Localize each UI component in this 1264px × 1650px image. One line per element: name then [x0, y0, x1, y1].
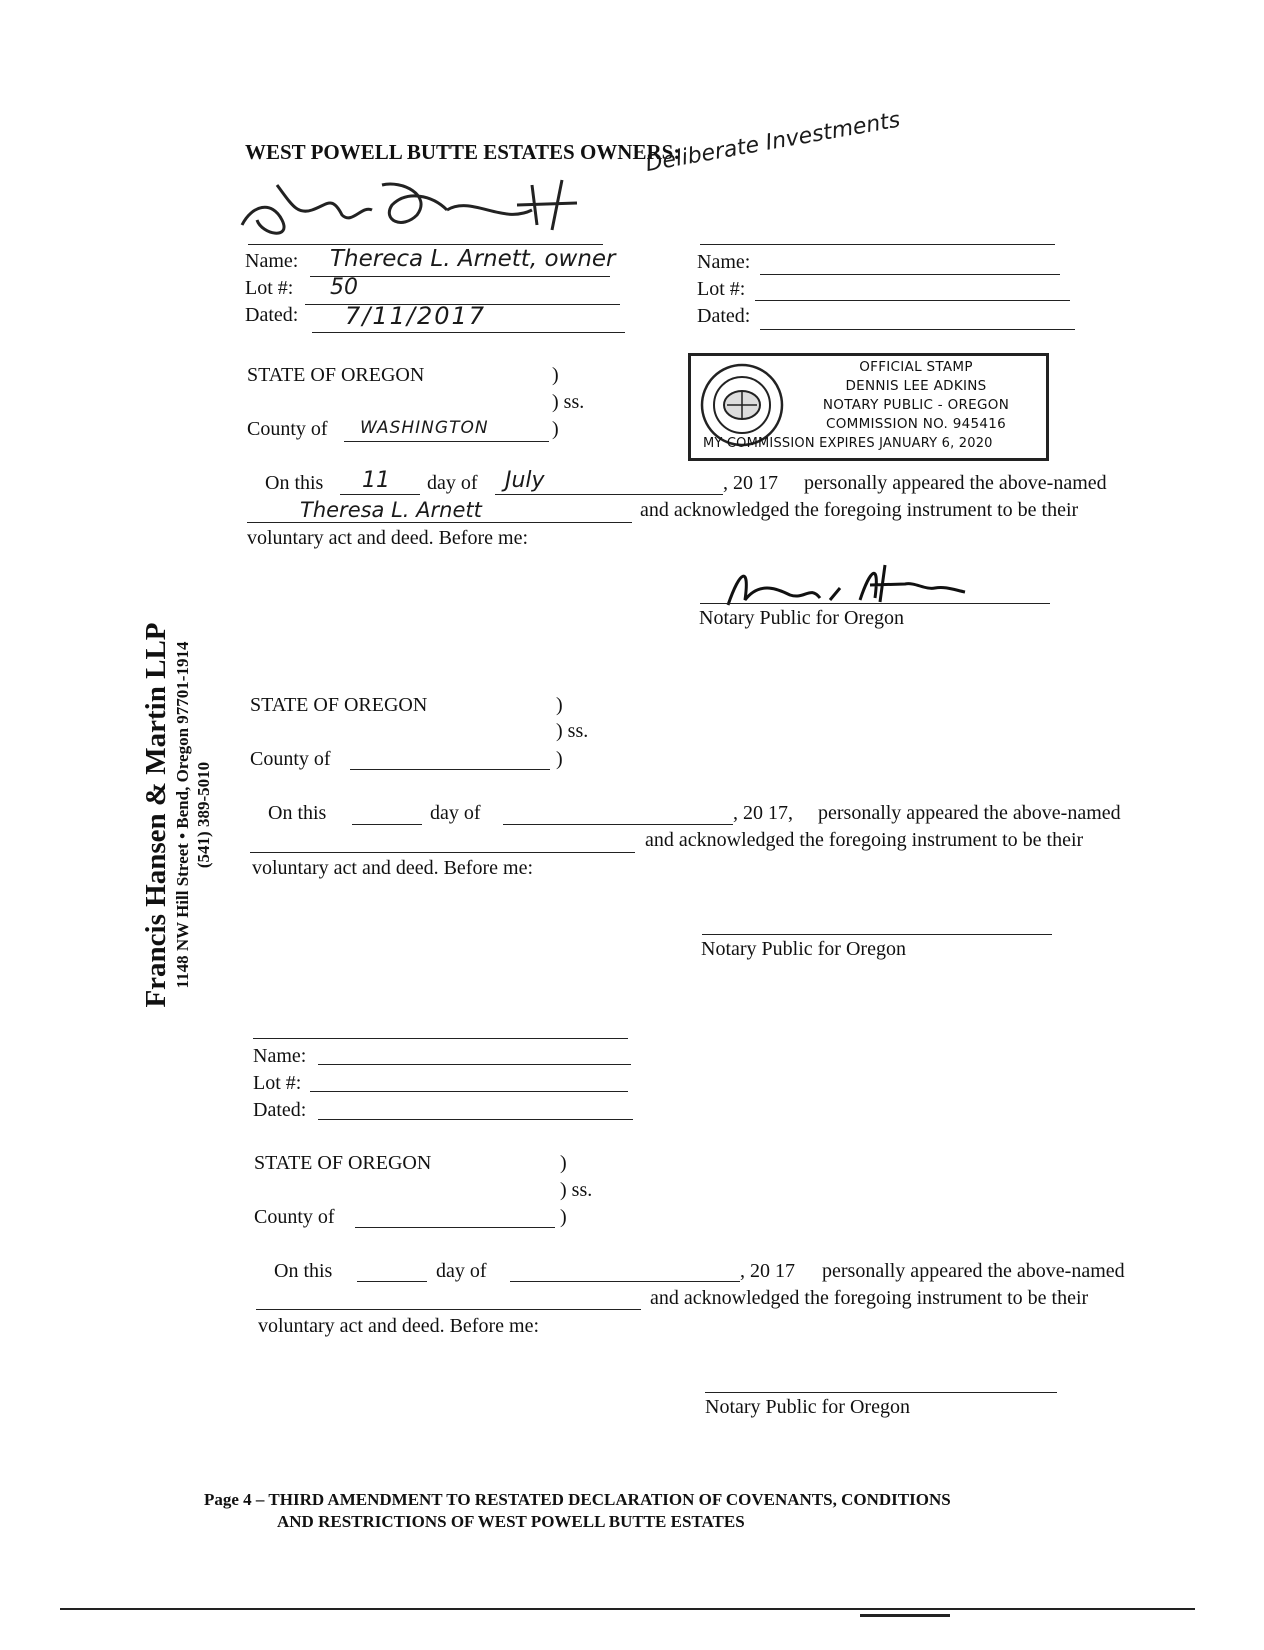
dated-line-2 [760, 329, 1075, 330]
county-line [344, 441, 549, 442]
year-suffix-2: 17 [768, 802, 788, 824]
paren: ) [556, 748, 563, 770]
page-number: Page 4 – [204, 1490, 265, 1509]
name-line-2 [760, 274, 1060, 275]
footer-title1: THIRD AMENDMENT TO RESTATED DECLARATION OF COVENANTS, CONDITIONS [268, 1490, 951, 1509]
year-label-2: 20 [743, 802, 763, 824]
state-label-3: STATE OF OREGON [254, 1152, 432, 1174]
person-line-2 [250, 852, 635, 853]
dated-line [312, 332, 625, 333]
state-label-2: STATE OF OREGON [250, 694, 428, 716]
paren: ) [560, 1152, 567, 1174]
person-line-3 [256, 1309, 641, 1310]
year-prefix-3: , 20 17 [740, 1260, 795, 1282]
law-firm-sidebar [140, 585, 214, 1045]
lot-label: Lot #: [245, 277, 294, 299]
lot-value: 50 [330, 275, 358, 300]
day-line-3 [357, 1281, 427, 1282]
month-line-3 [510, 1281, 740, 1282]
voluntary-text: voluntary act and deed. Before me: [247, 527, 528, 549]
ss-label-3: ) ss. [560, 1179, 593, 1201]
signature-line-2 [700, 244, 1055, 245]
acknowledged-text-2: and acknowledged the foregoing instrument to be their [645, 829, 1084, 851]
notary-label: Notary Public for Oregon [699, 607, 904, 629]
notary-line-2 [702, 934, 1052, 935]
dated-value: 7/11/2017 [345, 302, 487, 330]
signature-line-3 [253, 1038, 628, 1039]
person-line [247, 522, 632, 523]
entity-annotation: Deliberate Investments [643, 107, 903, 177]
name-label-3: Name: [253, 1045, 307, 1067]
dated-label-3: Dated: [253, 1099, 307, 1121]
stamp-line2: DENNIS LEE ADKINS [845, 378, 987, 394]
dated-line-3 [318, 1119, 633, 1120]
scan-mark [860, 1614, 950, 1617]
county-label-2: County of [250, 748, 331, 770]
voluntary-text-2: voluntary act and deed. Before me: [252, 857, 533, 879]
notary-line [700, 603, 1050, 604]
appeared-text: personally appeared the above-named [804, 472, 1107, 494]
lot-line-2 [755, 300, 1070, 301]
stamp-line4: COMMISSION NO. 945416 [825, 416, 1007, 432]
month-line [495, 494, 723, 495]
year-label: 20 [733, 472, 753, 494]
name-line-3 [318, 1064, 631, 1065]
stamp-line3: NOTARY PUBLIC - OREGON [822, 397, 1010, 413]
on-this-2: On this [268, 802, 327, 824]
acknowledged-text: and acknowledged the foregoing instrument to be their [640, 499, 1079, 521]
notary-stamp [688, 353, 1049, 461]
footer-line1 [204, 1490, 951, 1510]
county-line-2 [350, 769, 550, 770]
day-of-2: day of [430, 802, 481, 824]
notary-label-2: Notary Public for Oregon [701, 938, 906, 960]
year-prefix: , 20 17 [723, 472, 778, 494]
year-suffix-3: 17 [775, 1260, 795, 1282]
day-of: day of [427, 472, 478, 494]
signature-line [248, 244, 603, 245]
month-value: July [505, 468, 545, 493]
voluntary-text-3: voluntary act and deed. Before me: [258, 1315, 539, 1337]
county-label: County of [247, 418, 328, 440]
name-label: Name: [245, 250, 299, 272]
dated-label: Dated: [245, 304, 299, 326]
person-value: Theresa L. Arnett [300, 498, 482, 522]
year-suffix: 17 [758, 472, 778, 494]
name-label-2: Name: [697, 251, 751, 273]
lot-label-3: Lot #: [253, 1072, 302, 1094]
on-this-3: On this [274, 1260, 333, 1282]
firm-name: Francis Hansen & Martin LLP [140, 622, 172, 1008]
lot-line-3 [310, 1091, 628, 1092]
stamp-line1: OFFICIAL STAMP [859, 359, 973, 375]
paren: ) [552, 418, 559, 440]
owner-signature [232, 165, 632, 245]
year-label-3: 20 [750, 1260, 770, 1282]
month-line-2 [503, 824, 733, 825]
ss-label: ) ss. [552, 391, 585, 413]
day-line-2 [352, 824, 422, 825]
day-line [340, 494, 420, 495]
acknowledged-text-3: and acknowledged the foregoing instrument to be their [650, 1287, 1089, 1309]
state-label: STATE OF OREGON [247, 364, 425, 386]
year-prefix-2: , 20 17, [733, 802, 793, 824]
county-line-3 [355, 1227, 555, 1228]
on-this: On this [265, 472, 324, 494]
notary-line-3 [705, 1392, 1057, 1393]
day-value: 11 [362, 468, 390, 493]
name-value: Thereca L. Arnett, owner [330, 246, 616, 272]
notary-label-3: Notary Public for Oregon [705, 1396, 910, 1418]
county-value: WASHINGTON [360, 418, 489, 438]
lot-label-2: Lot #: [697, 278, 746, 300]
dated-label-2: Dated: [697, 305, 751, 327]
stamp-line5: MY COMMISSION EXPIRES JANUARY 6, 2020 [703, 436, 993, 451]
paren: ) [560, 1206, 567, 1228]
document-heading: WEST POWELL BUTTE ESTATES OWNERS: [245, 140, 681, 164]
paren: ) [552, 364, 559, 386]
firm-phone: (541) 389-5010 [194, 761, 213, 869]
appeared-text-2: personally appeared the above-named [818, 802, 1121, 824]
appeared-text-3: personally appeared the above-named [822, 1260, 1125, 1282]
bottom-rule [60, 1608, 1195, 1610]
ss-label-2: ) ss. [556, 720, 589, 742]
footer-line2: AND RESTRICTIONS OF WEST POWELL BUTTE ESTATES [277, 1512, 745, 1531]
paren: ) [556, 694, 563, 716]
day-of-3: day of [436, 1260, 487, 1282]
firm-address: 1148 NW Hill Street • Bend, Oregon 97701-1914 [173, 641, 192, 989]
county-label-3: County of [254, 1206, 335, 1228]
